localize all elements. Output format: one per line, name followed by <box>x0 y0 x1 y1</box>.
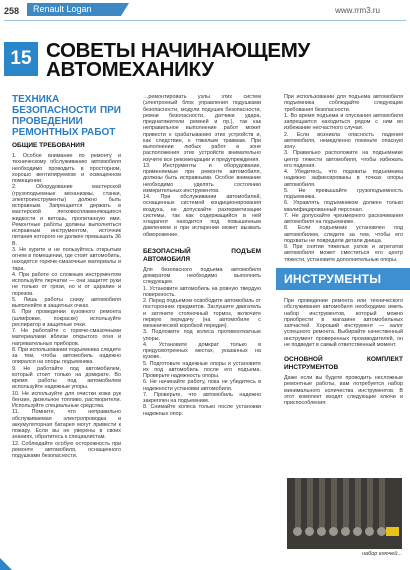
tag-icon <box>386 527 399 536</box>
paragraph: При использовании для подъема автомобиля подъемника соблюдайте следующие требования безопасности. <box>284 94 403 113</box>
section-title-tools: ИНСТРУМЕНТЫ <box>284 272 382 286</box>
middle-column <box>143 94 261 417</box>
right-column-top <box>284 94 403 264</box>
wrench-set-photo <box>287 478 402 549</box>
paragraph: 5. Лишь работы снизу автомобиля выполняйте в защитных очках. <box>12 296 121 309</box>
paragraph: 1. Во время подъема и опускания автомобиля запрещается находиться рядом с ним во избежание несчастного случая. <box>284 112 403 132</box>
paragraph: 12. Соблюдайте особую осторожность при ремонте автомобиля, оснащенного подушками безопасности. <box>12 440 121 459</box>
paragraph: 7. Не работайте с горюче-смазочными материалами вблизи открытого огня и нагревательных приборов. <box>12 328 121 347</box>
paragraph: 8. При использовании подъемника следите за тем, чтобы автомобиль надежно опирался на опоры подъемника. <box>12 346 121 366</box>
corner-decoration <box>0 558 12 570</box>
paragraph: 2. Оборудование мастерской (грузоподъемные механизмы, станки, электроинструменты) должно быть исправным. Запрещается держать в мастерской легковоспламеняющиеся жидкости и ветошь, пропитанную ими. Ремонтные работы должны выполняться исправным инструментом, источник питания которого не должен превышать 36 В. <box>12 184 121 247</box>
subtitle-general-requirements: ОБЩИЕ ТРЕБОВАНИЯ <box>12 142 85 149</box>
paragraph: 6. Не начинайте работу, пока не убедитесь в надежности установки автомобиля. <box>143 379 261 392</box>
paragraph: 1. Особое внимание по ремонту и техническому обслуживанию автомобиля необходимо проводить в просторном, хорошо вентилируемом и освещенном помещении. <box>12 153 121 184</box>
paragraph: 8. Снимайте колеса только после установки надежных опор. <box>143 404 261 417</box>
page-number: 258 <box>4 6 20 16</box>
paragraph: 3. Подложите под колеса противооткатные упоры. <box>143 329 261 342</box>
chapter-title: СОВЕТЫ НАЧИНАЮЩЕМУ АВТОМЕХАНИКУ <box>46 39 310 81</box>
paragraph: 8. Если подъемник установлен под автомобилем, следите за тем, чтобы его подхваты не повредили детали днища. <box>284 225 403 244</box>
paragraph: 5. Подготовьте надежные опоры и установите их под автомобиль после его подъема. Проверьте надежность опоры. <box>143 360 261 379</box>
paragraph: 11. Помните, что неправильно обслуживаемая электропроводка и аккумуляторная батарея могут привести к пожару. Если вы не уверены в своих знаниях, обратитесь к специалистам. <box>12 409 121 441</box>
paragraph: При проведении ремонта или технического обслуживания автомобиля необходимо иметь набор инструментов, который можно приобрести в магазине автомобильных запчастей. Хороший инструмент — залог успешного ремонта. Выбирайте качественный инструмент проверенных производителей, он не подведет в самый ответственный момент. <box>284 298 403 348</box>
paragraph: Даже если вы будете проводить несложные ремонтные работы, вам потребуется набор минимального количества инструментов. В этот комплект входят следующие ключи и приспособления: <box>284 375 403 406</box>
paragraph: 7. Не допускайте чрезмерного раскачивания автомобиля на подъемнике. <box>284 212 403 225</box>
paragraph: 9. При снятии тяжелых узлов и агрегатов автомобиля может сместиться его центр тяжести, установите дополнительные опоры. <box>284 244 403 263</box>
photo-caption: набор ключей... <box>362 551 402 557</box>
right-column-bottom <box>284 298 403 476</box>
paragraph: 6. При проведении кузовного ремонта (шлифовке, покраске) используйте респиратор и защитные очки. <box>12 309 121 328</box>
paragraph: 9. Не работайте под автомобилем, который стоит только на домкрате. Во время работы под автомобилем используйте надежные упоры. <box>12 365 121 391</box>
section-title-safety: ТЕХНИКА БЕЗОПАСНОСТИ ПРИ ПРОВЕДЕНИИ РЕМОНТНЫХ РАБОТ <box>12 94 121 138</box>
paragraph: 10. Не используйте для очистки кожи рук бензин, дизельное топливо, растворители. Используйте специальные средства. <box>12 390 121 409</box>
chapter-number: 15 <box>4 42 38 76</box>
paragraph: 4. Убедитесь, что подхваты подъемника надежно зафиксированы в точках опоры автомобиля. <box>284 169 403 188</box>
section-band-tools <box>276 268 410 290</box>
paragraph: 4. При работе со сложным инструментом используйте перчатки — они защитят руки не только от грязи, но и от царапин и порезов. <box>12 271 121 297</box>
paragraph: 2. Если возникла опасность падения автомобиля, немедленно покиньте опасную зону. <box>284 131 403 150</box>
paragraph: 3. Правильно расположите на подъемнике центр тяжести автомобиля, чтобы избежать его падения. <box>284 150 403 169</box>
paragraph: 14. При обслуживании автомобилей, оснащенных системой кондиционирования воздуха, не допускайте разгерметизации системы, так как содержащийся в ней хладагент находится под повышенным давлением и при испарении может вызвать обморожение. <box>143 194 261 238</box>
subtitle-basic-tool-kit: ОСНОВНОЙ КОМПЛЕКТ ИНСТРУМЕНТОВ <box>284 356 403 371</box>
left-column <box>12 94 121 459</box>
paragraph: 7. Проверьте, что автомобиль надежно закреплен на подъемнике. <box>143 391 261 404</box>
paragraph: Для безопасного подъема автомобиля домкратом необходимо выполнить следующее. <box>143 266 261 286</box>
paragraph: 2. Перед подъемом освободите автомобиль от посторонних предметов. Заглушите двигатель и затяните стояночный тормоз, включите первую передачу (на автомобиле с механической коробкой передач). <box>143 298 261 329</box>
paragraph: 5. Не превышайте грузоподъемность подъемника. <box>284 187 403 200</box>
paragraph: …ремонтировать узлы этих систем (электронный блок управления подушками безопасности, модули подушек безопасности, ремни безопасности, датчики удара, преднатяжители ремней и пр.), так как неправильное выполнение работ может привести к срабатыванию этих устройств и, как следствие, к тяжелым травмам. При выполнении любых работ в зоне расположения этих устройств внимательно изучите все рекомендации и предупреждения. <box>143 94 261 163</box>
paragraph: 13. Инструменты и оборудование, применяемые при ремонте автомобиля, должны быть исправными. Особое внимание необходимо уделять состоянию измерительных инструментов. <box>143 162 261 194</box>
header-divider <box>4 20 406 21</box>
subtitle-safe-lifting: БЕЗОПАСНЫЙ ПОДЪЕМ АВТОМОБИЛЯ <box>143 247 261 263</box>
paragraph: 1. Установите автомобиль на ровную твердую поверхность. <box>143 285 261 298</box>
paragraph: 4. Установите домкрат только в предусмотренных местах, указанных на кузове. <box>143 341 261 361</box>
paragraph: 6. Управлять подъемником должен только квалифицированный персонал. <box>284 200 403 213</box>
page-header <box>0 0 410 20</box>
paragraph: 3. Не курите и не пользуйтесь открытым огнем в помещении, где стоит автомобиль, находятся горюче-смазочные материалы и тара. <box>12 246 121 272</box>
site-url[interactable]: www.rrm3.ru <box>335 6 380 15</box>
brand-tab: Renault Logan <box>27 3 121 16</box>
